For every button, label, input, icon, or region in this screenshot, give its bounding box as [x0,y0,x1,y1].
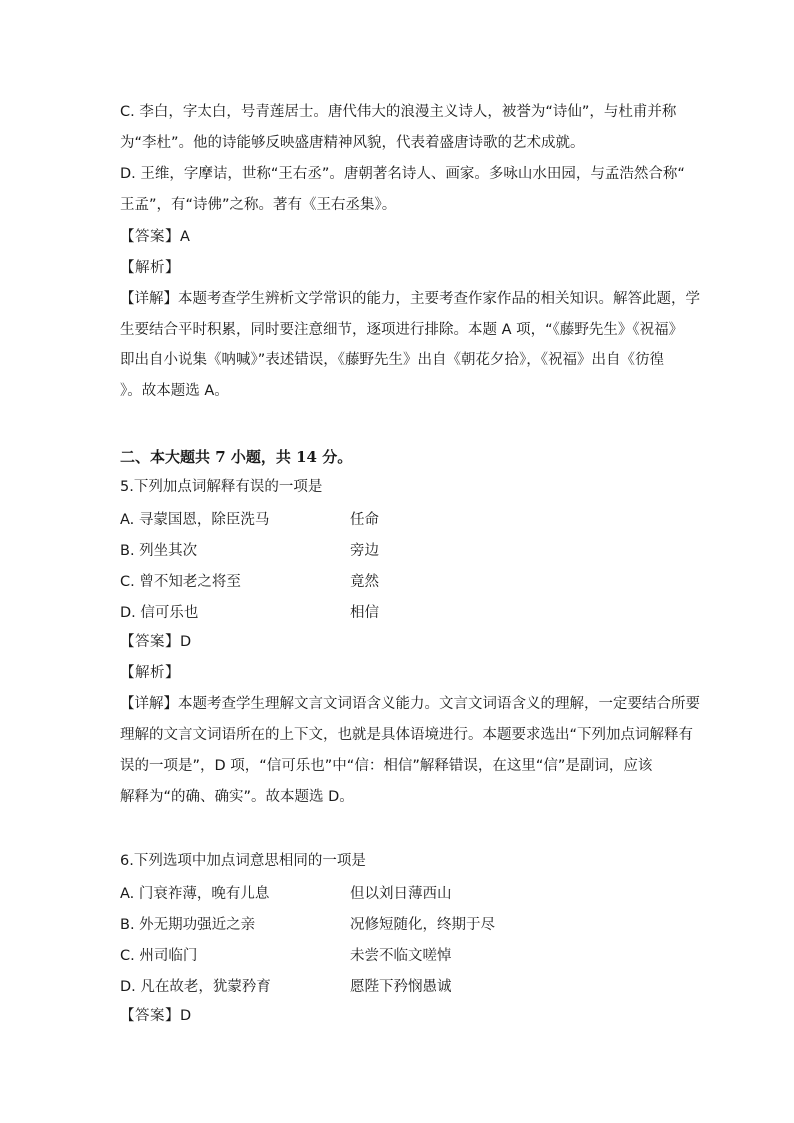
q6-option-c: C. 州司临门 [120,948,198,964]
q5-option-c: C. 曾不知老之将至 [120,574,241,590]
q5-option-d: D. 信可乐也 [120,605,199,621]
q5-detail-line-4: 解释为“的确、确实”。故本题选 D。 [120,789,354,805]
q5-option-a-meaning: 任命 [350,512,379,528]
q5-analysis-label: 【解析】 [120,665,180,681]
q6-option-c-compare: 未尝不临文嗟悼 [350,948,452,964]
q6-option-b-compare: 况修短随化，终期于尽 [350,917,495,933]
option-c-line-1: C. 李白，字太白，号青莲居士。唐代伟大的浪漫主义诗人，被誉为“诗仙”，与杜甫并称 [120,104,677,120]
question-5: 5.下列加点词解释有误的一项是 [120,479,323,495]
detail-line-4: 》。故本题选 A。 [120,383,229,399]
q5-option-b: B. 列坐其次 [120,543,198,559]
q6-option-a-compare: 但以刘日薄西山 [350,886,452,902]
option-d-line-2: 王孟”，有“诗佛”之称。著有《王右丞集》。 [120,197,397,213]
question-6: 6.下列选项中加点词意思相同的一项是 [120,853,366,869]
detail-line-1: 【详解】本题考查学生辨析文学常识的能力，主要考查作家作品的相关知识。解答此题，学 [120,291,700,307]
q6-answer-label: 【答案】D [120,1008,192,1024]
q6-option-a: A. 门衰祚薄，晚有儿息 [120,886,270,902]
q5-option-d-meaning: 相信 [350,605,379,621]
detail-line-3: 即出自小说集《呐喊》”表述错误，《藤野先生》出自《朝花夕拾》，《祝福》出自《彷徨 [120,352,665,368]
answer-label: 【答案】A [120,229,191,245]
option-d-line-1: D. 王维，字摩诘，世称“王右丞”。唐朝著名诗人、画家。多咏山水田园，与孟浩然合称“ [120,166,685,182]
q6-option-d: D. 凡在故老，犹蒙矜育 [120,979,271,995]
q5-option-a: A. 寻蒙国恩，除臣洗马 [120,512,270,528]
option-c-line-2: 为“李杜”。他的诗能够反映盛唐精神风貌，代表着盛唐诗歌的艺术成就。 [120,135,585,151]
q6-option-b: B. 外无期功强近之亲 [120,917,256,933]
q5-detail-line-3: 误的一项是”，D 项，“信可乐也”中“信：相信”解释错误，在这里“信”是副词，应该 [120,758,653,774]
analysis-label: 【解析】 [120,260,180,276]
q5-detail-line-2: 理解的文言文词语所在的上下文，也就是具体语境进行。本题要求选出“下列加点词解释有 [120,727,694,743]
q5-option-b-meaning: 旁边 [350,543,379,559]
q6-option-d-compare: 愿陛下矜悯愚诚 [350,979,452,995]
section-heading: 二、本大题共 7 小题，共 14 分。 [120,448,353,466]
detail-line-2: 生要结合平时积累，同时要注意细节，逐项进行排除。本题 A 项，“《藤野先生》《祝福》 [120,322,684,338]
q5-answer-label: 【答案】D [120,634,192,650]
q5-option-c-meaning: 竟然 [350,574,379,590]
q5-detail-line-1: 【详解】本题考查学生理解文言文词语含义能力。文言文词语含义的理解，一定要结合所要 [120,696,700,712]
